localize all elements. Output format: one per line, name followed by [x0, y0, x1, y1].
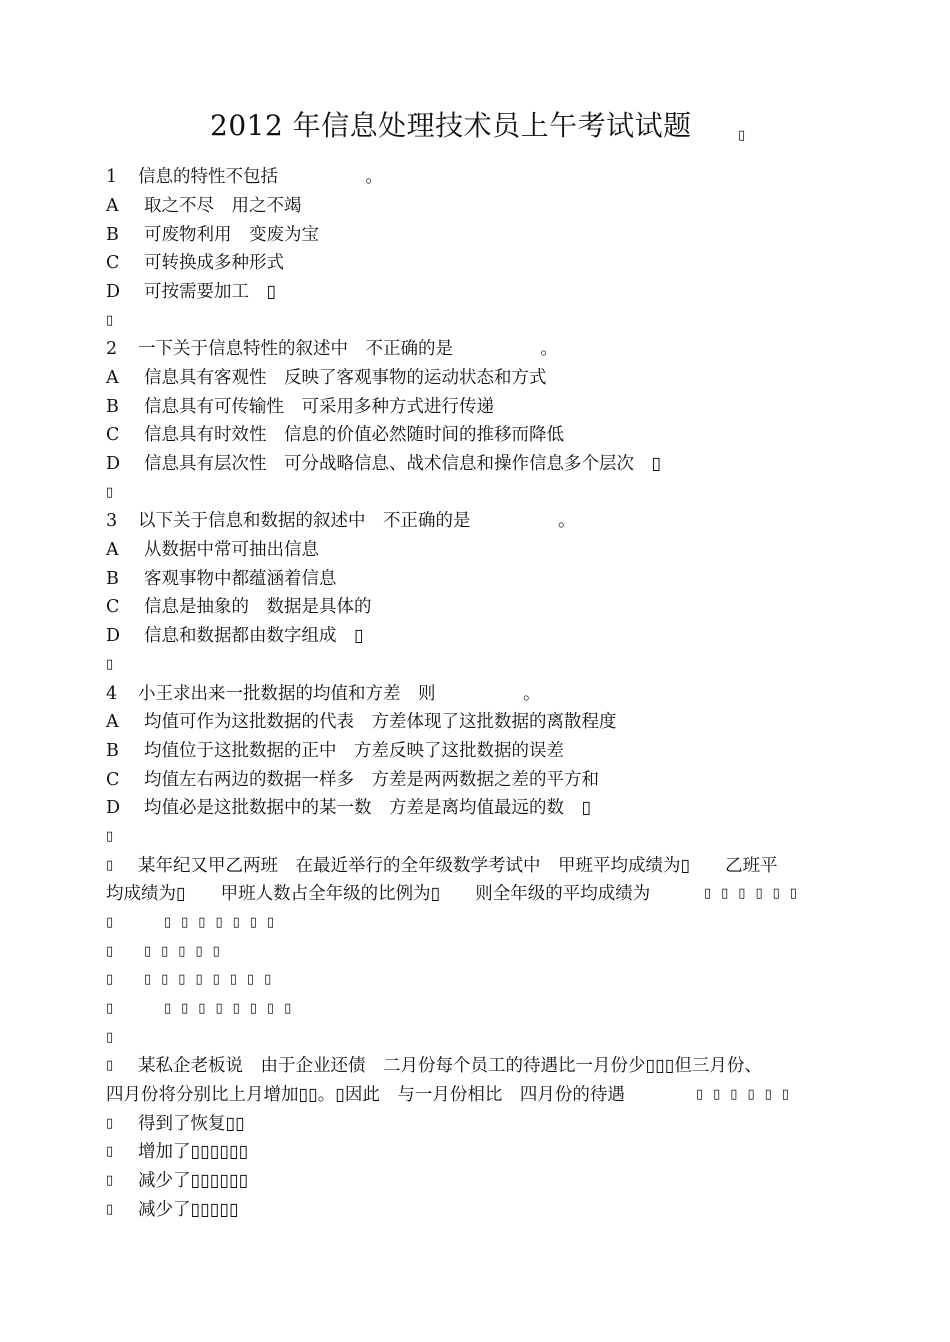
question-number: 3	[106, 511, 118, 531]
option-text: 均值可作为这批数据的代表 方差体现了这批数据的离散程度	[144, 712, 617, 732]
question-text: 均成绩为▯ 甲班人数占全年级的比例为▯ 则全年级的平均成绩为	[106, 884, 651, 904]
option-text: 信息具有层次性 可分战略信息、战术信息和操作信息多个层次 ▯	[144, 454, 662, 474]
option-letter: ▯	[106, 1173, 114, 1188]
option-letter: A	[106, 712, 119, 732]
question-number: ▯	[106, 1058, 114, 1073]
question-5-separator: ▯	[106, 1030, 114, 1045]
question-number: ▯	[106, 858, 114, 873]
option-letter: A	[106, 540, 119, 560]
option-text: 可按需要加工 ▯	[144, 282, 277, 302]
question-1-separator: ▯	[106, 313, 114, 328]
option-letter: ▯	[106, 1202, 114, 1217]
option-letter: B	[106, 569, 119, 589]
question-number: 4	[106, 684, 118, 704]
option-letter: D	[106, 454, 121, 474]
option-text: 取之不尽 用之不竭	[144, 196, 302, 216]
option-text: 减少了▯▯▯▯▯	[138, 1200, 239, 1220]
question-text: 一下关于信息特性的叙述中 不正确的是 。	[138, 339, 558, 359]
option-letter: B	[106, 741, 119, 761]
option-text: 可废物利用 变废为宝	[144, 225, 319, 245]
question-text: 以下关于信息和数据的叙述中 不正确的是 。	[138, 511, 576, 531]
option-letter: A	[106, 368, 119, 388]
option-text: 均值左右两边的数据一样多 方差是两两数据之差的平方和	[144, 770, 599, 790]
title-row	[0, 104, 950, 144]
option-letter: C	[106, 770, 120, 790]
option-text: ▯▯▯▯▯▯▯▯	[144, 972, 282, 987]
option-letter: C	[106, 597, 120, 617]
option-text: 客观事物中都蕴涵着信息	[144, 569, 337, 589]
option-text: 信息和数据都由数字组成 ▯	[144, 626, 364, 646]
question-text-unrendered-glyphs: ▯▯▯▯▯▯	[696, 1087, 799, 1102]
option-text: 均值必是这批数据中的某一数 方差是离均值最远的数 ▯	[144, 798, 592, 818]
option-text: 均值位于这批数据的正中 方差反映了这批数据的误差	[144, 741, 564, 761]
question-text: 某私企老板说 由于企业还债 二月份每个员工的待遇比一月份少▯▯▯但三月份、	[138, 1056, 762, 1076]
option-letter: A	[106, 196, 119, 216]
option-text: 可转换成多种形式	[144, 253, 284, 273]
option-letter: ▯	[106, 944, 114, 959]
question-4-separator: ▯	[106, 829, 114, 844]
question-number: 1	[106, 167, 118, 187]
option-text: 减少了▯▯▯▯▯▯	[138, 1171, 249, 1191]
option-letter: ▯	[106, 1144, 114, 1159]
option-letter: ▯	[106, 972, 114, 987]
question-3-separator: ▯	[106, 657, 114, 672]
title-placeholder-glyph: ▯	[738, 128, 746, 143]
option-letter: B	[106, 225, 119, 245]
question-text-unrendered-glyphs: ▯▯▯▯▯▯	[704, 886, 807, 901]
option-text: ▯▯▯▯▯	[144, 944, 230, 959]
option-text: 增加了▯▯▯▯▯▯	[138, 1142, 249, 1162]
option-letter: ▯	[106, 1116, 114, 1131]
option-text: 信息具有客观性 反映了客观事物的运动状态和方式	[144, 368, 547, 388]
question-2-separator: ▯	[106, 485, 114, 500]
option-text: 信息是抽象的 数据是具体的	[144, 597, 372, 617]
option-letter: B	[106, 397, 119, 417]
question-text: 四月份将分别比上月增加▯▯。▯因此 与一月份相比 四月份的待遇	[106, 1085, 625, 1105]
question-number: 2	[106, 339, 118, 359]
option-letter: ▯	[106, 915, 114, 930]
option-text: 从数据中常可抽出信息	[144, 540, 319, 560]
option-letter: D	[106, 626, 121, 646]
question-text: 信息的特性不包括 。	[138, 167, 383, 187]
option-letter: ▯	[106, 1001, 114, 1016]
page-title: 2012 年信息处理技术员上午考试试题	[210, 109, 692, 142]
option-letter: D	[106, 798, 121, 818]
option-letter: C	[106, 425, 120, 445]
option-text: ▯▯▯▯▯▯▯▯	[164, 1001, 302, 1016]
option-text: ▯▯▯▯▯▯▯	[164, 915, 285, 930]
option-text: 信息具有时效性 信息的价值必然随时间的推移而降低	[144, 425, 564, 445]
option-text: 得到了恢复▯▯	[138, 1114, 245, 1134]
option-letter: D	[106, 282, 121, 302]
option-letter: C	[106, 253, 120, 273]
option-text: 信息具有可传输性 可采用多种方式进行传递	[144, 397, 494, 417]
question-text: 某年纪又甲乙两班 在最近举行的全年级数学考试中 甲班平均成绩为▯ 乙班平	[138, 856, 778, 876]
question-text: 小王求出来一批数据的均值和方差 则 。	[138, 684, 541, 704]
